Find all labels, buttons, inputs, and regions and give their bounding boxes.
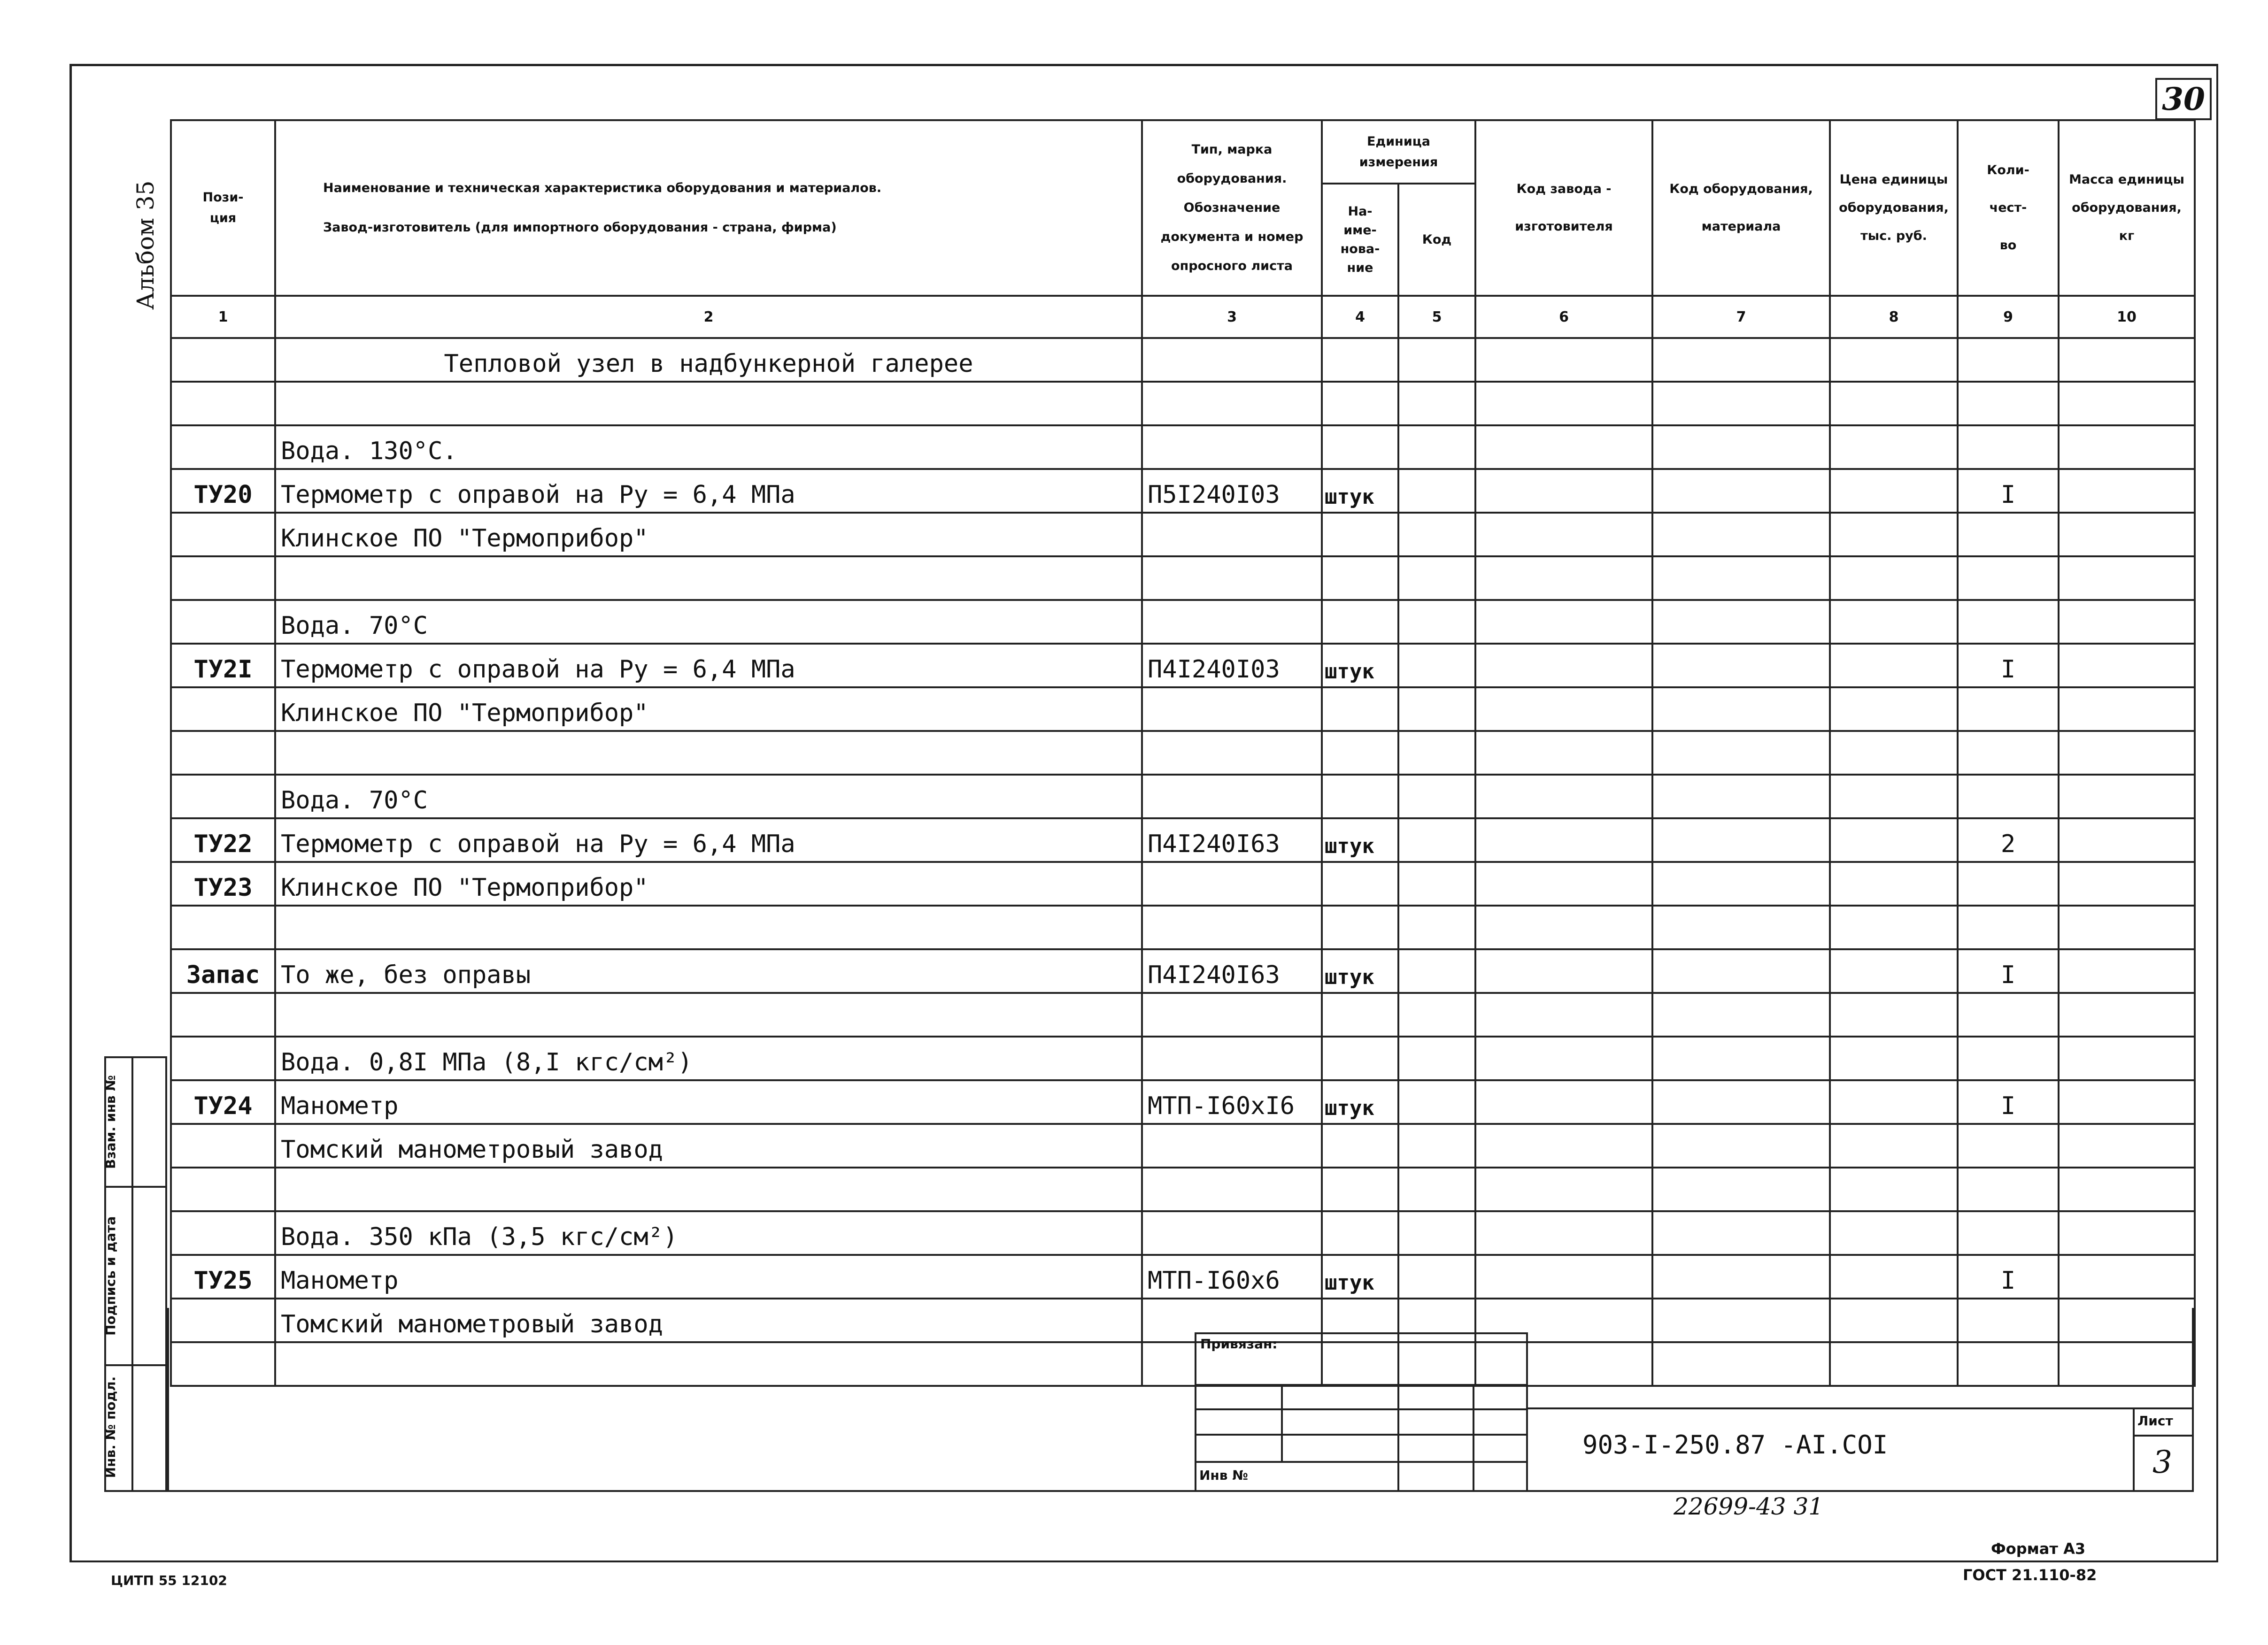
row-equipment-code [1652,949,1830,993]
row-equipment-code [1652,513,1830,556]
row-price [1830,1255,1958,1299]
table-row [171,425,2195,469]
header-name-line1: Наименование и техническая характеристика оборудования и материалов. [323,181,882,195]
row-factory-code [1475,1168,1652,1211]
col-number-9: 9 [1958,296,2059,338]
sheet-label-divider [2133,1435,2194,1437]
row-quantity [1958,906,2059,949]
row-type: МТП-I60х6 [1142,1255,1322,1299]
table-row [171,993,2195,1037]
row-unit [1322,382,1398,425]
row-type [1142,1211,1322,1255]
left-margin-line-1 [104,1186,167,1188]
row-price [1830,425,1958,469]
row-quantity [1958,338,2059,382]
row-equipment-code [1652,338,1830,382]
row-position [171,600,275,644]
row-quantity: I [1958,644,2059,687]
row-type [1142,556,1322,600]
row-equipment-code [1652,731,1830,775]
row-type [1142,993,1322,1037]
table-row [171,731,2195,775]
row-price [1830,513,1958,556]
row-name: Клинское ПО "Термоприбор" [275,513,1142,556]
row-position [171,1211,275,1255]
row-equipment-code [1652,600,1830,644]
row-name: Термометр с оправой на Ру = 6,4 МПа [275,469,1142,513]
row-quantity [1958,1124,2059,1168]
row-factory-code [1475,862,1652,906]
row-unit [1322,1037,1398,1080]
row-unit [1322,687,1398,731]
row-unit-code [1398,1168,1475,1211]
row-factory-code [1475,556,1652,600]
footer-gost: ГОСТ 21.110-82 [1963,1566,2097,1584]
header-quantity: Коли- чест- во [1958,120,2059,296]
row-mass [2059,1168,2195,1211]
row-factory-code [1475,382,1652,425]
row-quantity [1958,556,2059,600]
row-factory-code [1475,1037,1652,1080]
row-name: Вода. 70°С [275,600,1142,644]
row-type: П4I240I63 [1142,949,1322,993]
row-name: То же, без оправы [275,949,1142,993]
row-factory-code [1475,949,1652,993]
table-row [171,1124,2195,1168]
row-price [1830,906,1958,949]
row-unit [1322,600,1398,644]
row-position [171,338,275,382]
col-number-6: 6 [1475,296,1652,338]
row-name [275,731,1142,775]
row-factory-code [1475,1124,1652,1168]
row-type: МТП-I60хI6 [1142,1080,1322,1124]
row-unit-code [1398,644,1475,687]
specification-table [170,119,2196,1387]
row-quantity [1958,425,2059,469]
footer-format: Формат А3 [1991,1540,2086,1558]
privyazan-line-1 [1195,1384,1528,1386]
table-row [171,818,2195,862]
row-unit [1322,338,1398,382]
row-position [171,1168,275,1211]
table-row [171,1168,2195,1211]
row-equipment-code [1652,1124,1830,1168]
row-equipment-code [1652,687,1830,731]
row-mass [2059,775,2195,818]
header-name [275,120,1142,296]
row-quantity [1958,600,2059,644]
table-row [171,513,2195,556]
row-quantity: I [1958,1255,2059,1299]
table-row [171,1037,2195,1080]
row-type [1142,338,1322,382]
row-unit [1322,425,1398,469]
row-name: Клинское ПО "Термоприбор" [275,862,1142,906]
row-quantity: I [1958,949,2059,993]
row-factory-code [1475,425,1652,469]
row-mass [2059,1037,2195,1080]
sheet-label: Лист [2137,1413,2173,1429]
row-price [1830,1211,1958,1255]
label-podpis-data: Подпись и дата [103,1216,118,1336]
row-unit: штук [1322,644,1398,687]
row-unit-code [1398,818,1475,862]
row-equipment-code [1652,1211,1830,1255]
privyazan-line-3 [1195,1434,1528,1436]
row-unit: штук [1322,1080,1398,1124]
row-equipment-code [1652,556,1830,600]
row-unit [1322,1211,1398,1255]
row-price [1830,1080,1958,1124]
row-price [1830,338,1958,382]
row-mass [2059,949,2195,993]
privyazan-label: Привязан: [1200,1336,1278,1352]
table-row [171,644,2195,687]
header-name-line2: Завод-изготовитель (для импортного оборудования - страна, фирма) [323,220,837,235]
table-row [171,1211,2195,1255]
row-unit-code [1398,949,1475,993]
header-unit-code: Код [1398,184,1475,296]
sheet-number: 3 [2152,1444,2172,1480]
label-vzam-inv: Взам. инв № [103,1075,118,1169]
row-mass [2059,862,2195,906]
privyazan-vline-3 [1473,1384,1474,1492]
row-price [1830,600,1958,644]
table-row [171,775,2195,818]
header-position: Пози- ция [171,120,275,296]
row-quantity [1958,687,2059,731]
row-position [171,556,275,600]
row-unit [1322,1168,1398,1211]
row-price [1830,687,1958,731]
row-position: Запас [171,949,275,993]
row-mass [2059,382,2195,425]
table-row [171,687,2195,731]
row-mass [2059,338,2195,382]
row-equipment-code [1652,425,1830,469]
row-name: Термометр с оправой на Ру = 6,4 МПа [275,644,1142,687]
row-unit-code [1398,993,1475,1037]
table-row [171,469,2195,513]
row-price [1830,949,1958,993]
row-position [171,382,275,425]
footer-cntp: ЦИТП 55 12102 [111,1573,227,1588]
row-equipment-code [1652,1037,1830,1080]
table-row [171,906,2195,949]
row-name: Вода. 130°С. [275,425,1142,469]
row-price [1830,469,1958,513]
row-name: Манометр [275,1255,1142,1299]
row-equipment-code [1652,1168,1830,1211]
row-type: П4I240I03 [1142,644,1322,687]
left-margin-line-2 [104,1364,167,1366]
row-factory-code [1475,775,1652,818]
row-mass [2059,1080,2195,1124]
row-position: ТУ25 [171,1255,275,1299]
row-name [275,993,1142,1037]
row-name: Вода. 0,8I МПа (8,I кгс/см²) [275,1037,1142,1080]
row-unit: штук [1322,469,1398,513]
row-price [1830,993,1958,1037]
row-name [275,382,1142,425]
row-unit-code [1398,731,1475,775]
row-position [171,425,275,469]
row-factory-code [1475,338,1652,382]
row-quantity [1958,775,2059,818]
table-row [171,556,2195,600]
row-name: Вода. 350 кПа (3,5 кгс/см²) [275,1211,1142,1255]
row-type [1142,382,1322,425]
privyazan-vline-1 [1281,1384,1283,1463]
row-position [171,993,275,1037]
row-type [1142,731,1322,775]
col-number-1: 1 [171,296,275,338]
row-unit [1322,513,1398,556]
row-position [171,687,275,731]
col-number-7: 7 [1652,296,1830,338]
row-factory-code [1475,993,1652,1037]
row-unit-code [1398,906,1475,949]
row-type [1142,600,1322,644]
row-type [1142,425,1322,469]
row-factory-code [1475,906,1652,949]
row-type [1142,906,1322,949]
table-row [171,600,2195,644]
col-number-3: 3 [1142,296,1322,338]
table-row [171,949,2195,993]
row-name: Вода. 70°С [275,775,1142,818]
row-quantity [1958,382,2059,425]
label-inv-podl: Инв. № подл. [103,1376,118,1478]
row-quantity: 2 [1958,818,2059,862]
privyazan-line-2 [1195,1408,1528,1410]
header-price: Цена единицы оборудования, тыс. руб. [1830,120,1958,296]
row-type [1142,513,1322,556]
row-price [1830,556,1958,600]
row-mass [2059,993,2195,1037]
row-equipment-code [1652,993,1830,1037]
row-position: ТУ2I [171,644,275,687]
row-type [1142,1037,1322,1080]
header-factory-code: Код завода - изготовителя [1475,120,1652,296]
row-mass [2059,818,2195,862]
row-factory-code [1475,731,1652,775]
privyazan-vline-2 [1397,1384,1399,1492]
col-number-8: 8 [1830,296,1958,338]
row-mass [2059,600,2195,644]
header-unit-name: На- име- нова- ние [1322,184,1398,296]
row-position [171,1037,275,1080]
row-position: ТУ23 [171,862,275,906]
col-number-10: 10 [2059,296,2195,338]
row-name: Термометр с оправой на Ру = 6,4 МПа [275,818,1142,862]
privyazan-line-4 [1195,1461,1528,1463]
row-unit: штук [1322,818,1398,862]
row-name: Томский манометровый завод [275,1299,1142,1342]
row-price [1830,731,1958,775]
row-equipment-code [1652,644,1830,687]
row-unit [1322,775,1398,818]
row-quantity [1958,1037,2059,1080]
row-unit-code [1398,338,1475,382]
row-position [171,513,275,556]
row-quantity [1958,993,2059,1037]
doc-code: 903-I-250.87 -АI.СОI [1582,1430,1888,1460]
row-factory-code [1475,513,1652,556]
row-unit-code [1398,775,1475,818]
row-position: ТУ22 [171,818,275,862]
row-mass [2059,425,2195,469]
row-position [171,731,275,775]
row-unit [1322,731,1398,775]
col-number-5: 5 [1398,296,1475,338]
sheet-corner-number: 30 [2162,81,2205,117]
row-factory-code [1475,818,1652,862]
header-equipment-code: Код оборудования, материала [1652,120,1830,296]
header-mass: Масса единицы оборудования, кг [2059,120,2195,296]
row-quantity [1958,513,2059,556]
row-unit-code [1398,1080,1475,1124]
table-row [171,382,2195,425]
row-type [1142,775,1322,818]
row-factory-code [1475,1255,1652,1299]
table-row [171,862,2195,906]
row-price [1830,1168,1958,1211]
row-position [171,1124,275,1168]
row-name [275,906,1142,949]
row-name [275,556,1142,600]
row-type [1142,862,1322,906]
row-price [1830,644,1958,687]
row-unit-code [1398,1211,1475,1255]
row-mass [2059,556,2195,600]
row-unit: штук [1322,949,1398,993]
row-equipment-code [1652,775,1830,818]
row-price [1830,382,1958,425]
row-unit-code [1398,1255,1475,1299]
row-type [1142,687,1322,731]
row-type [1142,1168,1322,1211]
row-price [1830,1124,1958,1168]
row-price [1830,1037,1958,1080]
row-equipment-code [1652,906,1830,949]
header-type: Тип, марка оборудования. Обозначение документа и номер опросного листа [1142,120,1322,296]
row-quantity: I [1958,469,2059,513]
row-quantity [1958,731,2059,775]
col-number-4: 4 [1322,296,1398,338]
album-label: Альбом 35 [132,180,159,310]
row-factory-code [1475,600,1652,644]
header-units: Единица измерения [1322,120,1475,184]
row-unit [1322,1124,1398,1168]
row-quantity: I [1958,1080,2059,1124]
row-unit-code [1398,862,1475,906]
row-factory-code [1475,1080,1652,1124]
row-mass [2059,1255,2195,1299]
row-unit [1322,862,1398,906]
row-mass [2059,513,2195,556]
row-factory-code [1475,644,1652,687]
row-factory-code [1475,687,1652,731]
row-factory-code [1475,1211,1652,1255]
row-equipment-code [1652,1255,1830,1299]
row-unit-code [1398,469,1475,513]
row-name: Тепловой узел в надбункерной галерее [275,338,1142,382]
row-unit-code [1398,1037,1475,1080]
row-name [275,1168,1142,1211]
row-equipment-code [1652,382,1830,425]
row-unit-code [1398,556,1475,600]
row-unit-code [1398,382,1475,425]
handwritten-number: 22699-43 31 [1674,1493,1824,1520]
row-position [171,775,275,818]
row-equipment-code [1652,469,1830,513]
row-type: П5I240I03 [1142,469,1322,513]
row-unit [1322,906,1398,949]
row-name: Томский манометровый завод [275,1124,1142,1168]
row-mass [2059,469,2195,513]
row-unit-code [1398,687,1475,731]
row-unit-code [1398,1124,1475,1168]
row-position [171,906,275,949]
row-mass [2059,1211,2195,1255]
row-equipment-code [1652,1080,1830,1124]
table-row [171,1080,2195,1124]
row-unit: штук [1322,1255,1398,1299]
row-price [1830,818,1958,862]
row-mass [2059,644,2195,687]
row-unit-code [1398,513,1475,556]
row-unit-code [1398,425,1475,469]
row-unit [1322,556,1398,600]
row-name: Манометр [275,1080,1142,1124]
row-quantity [1958,1168,2059,1211]
row-quantity [1958,862,2059,906]
row-name: Клинское ПО "Термоприбор" [275,687,1142,731]
row-equipment-code [1652,818,1830,862]
left-margin-divider [131,1056,133,1492]
row-position: ТУ20 [171,469,275,513]
row-unit [1322,993,1398,1037]
row-price [1830,775,1958,818]
row-type [1142,1124,1322,1168]
inv-no-label: Инв № [1199,1468,1248,1483]
row-mass [2059,731,2195,775]
row-factory-code [1475,469,1652,513]
row-position: ТУ24 [171,1080,275,1124]
row-equipment-code [1652,862,1830,906]
table-row [171,338,2195,382]
row-unit-code [1398,600,1475,644]
row-quantity [1958,1211,2059,1255]
row-type: П4I240I63 [1142,818,1322,862]
table-row [171,1255,2195,1299]
row-mass [2059,687,2195,731]
row-mass [2059,1124,2195,1168]
col-number-2: 2 [275,296,1142,338]
row-price [1830,862,1958,906]
row-mass [2059,906,2195,949]
